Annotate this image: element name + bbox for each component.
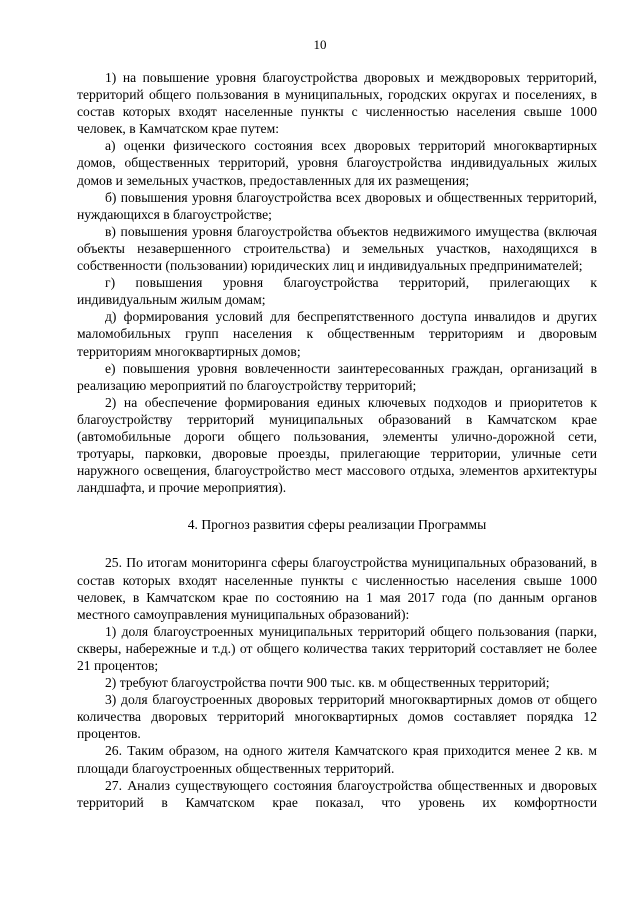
paragraph-item-b: б) повышения уровня благоустройства всех дворовых и общественных территорий, нуждающихся в благоустройстве; (77, 189, 597, 222)
paragraph-item-v: в) повышения уровня благоустройства объектов недвижимого имущества (включая объекты незавершенного строительства) и земельных участков, находящихся в собственности (пользовании) юридических лиц и индивидуальных предпринимателей; (77, 223, 597, 274)
paragraph-26: 26. Таким образом, на одного жителя Камчатского края приходится менее 2 кв. м площади благоустроенных общественных территорий. (77, 743, 597, 776)
paragraph-25-item-3: 3) доля благоустроенных дворовых территорий многоквартирных домов от общего количества дворовых территорий многоквартирных домов составляет порядка 12 процентов. (77, 692, 597, 742)
paragraph-25-item-1: 1) доля благоустроенных муниципальных территорий общего пользования (парки, скверы, набережные и т.д.) от общего количества таких территорий составляет не более 21 процентов; (77, 623, 597, 673)
paragraph-item-d: д) формирования условий для беспрепятственного доступа инвалидов и других маломобильных групп населения к общественным территориям и дворовым территориям многоквартирных домов; (77, 309, 597, 359)
paragraph-goal-1: 1) на повышение уровня благоустройства дворовых и междворовых территорий, территорий общего пользования в муниципальных, городских округах и поселениях, в состав которых входят населенные пункты с численностью населения свыше 1000 человек, в Камчатском крае путем: (77, 70, 597, 137)
paragraph-25-item-2: 2) требуют благоустройства почти 900 тыс. кв. м общественных территорий; (105, 675, 550, 691)
paragraph-goal-2: 2) на обеспечение формирования единых ключевых подходов и приоритетов к благоустройству территорий муниципальных образований в Камчатском крае (автомобильные дороги общего пользования, элементы улично-дорожной сети, тротуары, парковки, дворовые проезды, прилегающие территории, уличные сети наружного освещения, благоустройство мест массового отдыха, элементов архитектуры ландшафта, и прочие мероприятия). (77, 394, 597, 496)
paragraph-item-g: г) повышения уровня благоустройства территорий, прилегающих к индивидуальным жилым домам; (77, 275, 597, 308)
page-number: 10 (313, 37, 327, 52)
paragraph-27: 27. Анализ существующего состояния благоустройства общественных и дворовых территорий в Камчатском крае показал, что уровень их комфортности (77, 777, 597, 810)
section-heading: 4. Прогноз развития сферы реализации Программы (187, 517, 487, 533)
paragraph-item-a: а) оценки физического состояния всех дворовых территорий многоквартирных домов, общественных территорий, уровня благоустройства индивидуальных жилых домов и земельных участков, предоставленных для их размещения; (77, 138, 597, 188)
paragraph-item-e: е) повышения уровня вовлеченности заинтересованных граждан, организаций в реализацию мероприятий по благоустройству территорий; (77, 360, 597, 393)
paragraph-25: 25. По итогам мониторинга сферы благоустройства муниципальных образований, в состав которых входят населенные пункты с численностью населения свыше 1000 человек, в Камчатском крае по состоянию на 1 мая 2017 года (по данным органов местного самоуправления муниципальных образований): (77, 555, 597, 622)
document-body (77, 69, 597, 811)
